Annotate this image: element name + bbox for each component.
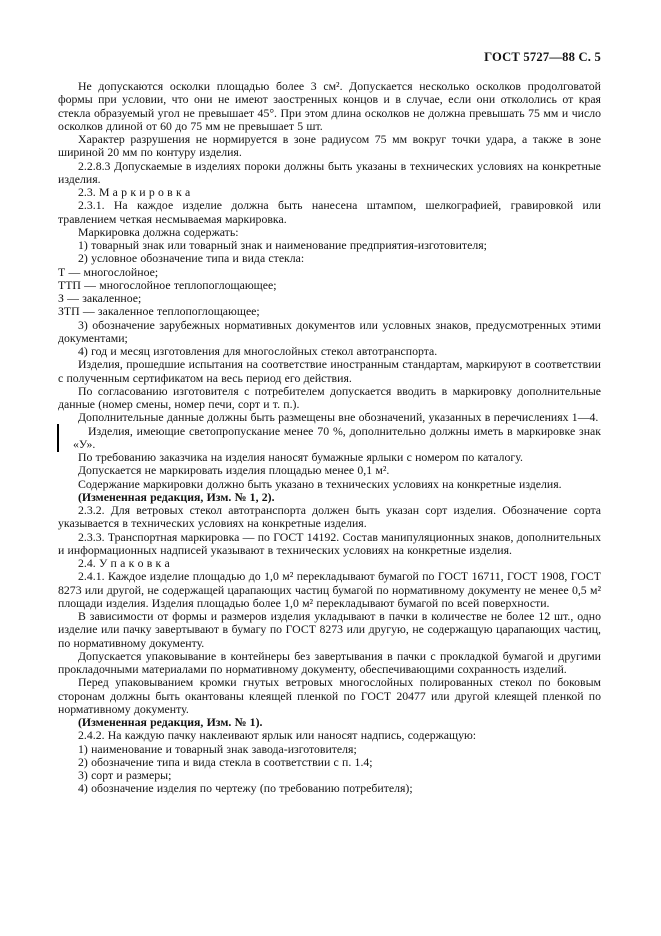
paragraph: 2.3.2. Для ветровых стекол автотранспорта должен быть указан сорт изделия. Обозначение сорта указывается в технических условиях на конкретные изделия.: [58, 503, 601, 531]
revision-note: (Измененная редакция, Изм. № 1, 2).: [78, 489, 275, 504]
paragraph: 2.3.1. На каждое изделие должна быть нанесена штампом, шелкографией, гравировкой или травлением четкая несмываемая маркировка.: [58, 198, 601, 226]
section-heading: 2.4. У п а к о в к а: [78, 556, 170, 570]
section-heading: 2.3. М а р к и р о в к а: [78, 185, 191, 199]
paragraph: 2) условное обозначение типа и вида стекла:: [78, 251, 305, 266]
paragraph: 3) обозначение зарубежных нормативных документов или условных знаков, предусмотренных этими документами;: [58, 317, 601, 345]
paragraph: Содержание маркировки должно быть указано в технических условиях на конкретные изделия.: [78, 476, 562, 491]
paragraph: По требованию заказчика на изделия наносят бумажные ярлыки с номером по каталогу.: [78, 450, 523, 464]
amended-paragraph: Изделия, имеющие светопропускание менее 70 %, дополнительно должны иметь в маркировке знак «У».: [73, 423, 601, 451]
paragraph: З — закаленное;: [58, 291, 142, 305]
paragraph: В зависимости от формы и размеров изделия укладывают в пачки в количестве не более 12 шт., одно изделие или пачку завертывают в бумагу по ГОСТ 8273 или другую, не содержащую царапающих частиц, по нормативному документу.: [58, 609, 601, 650]
paragraph: 1) товарный знак или товарный знак и наименование предприятия-изготовителя;: [78, 238, 487, 252]
document-body: [58, 80, 601, 796]
paragraph: 2.4.2. На каждую пачку наклеивают ярлык или наносят надпись, содержащую:: [78, 728, 477, 743]
paragraph: ТТП — многослойное теплопоглощающее;: [58, 277, 277, 292]
paragraph: Не допускаются осколки площадью более 3 см². Допускается несколько осколков продолговатой формы при условии, что они не имеют заостренных концов и в случае, если они откололись от края стекла образуемый угол не превышает 45°. При этом длина осколков не должна превышать 75 мм и число осколков длиной от 60 до 75 мм не превышает 5 шт.: [58, 79, 601, 133]
paragraph: Характер разрушения не нормируется в зоне радиусом 75 мм вокруг точки удара, а также в зоне шириной 20 мм по контуру изделия.: [58, 132, 601, 160]
paragraph: 2.4.1. Каждое изделие площадью до 1,0 м² перекладывают бумагой по ГОСТ 16711, ГОСТ 1908, ГОСТ 8273 или другой, не содержащей царапающих частиц бумагой по нормативному документу не менее 0,5 м² площади изделия. Изделия площадью более 1,0 м² перекладывают бумагой по всей поверхности.: [58, 569, 601, 610]
paragraph: Дополнительные данные должны быть размещены вне обозначений, указанных в перечислениях 1—4.: [78, 410, 599, 425]
paragraph: 1) наименование и товарный знак завода-изготовителя;: [78, 741, 357, 756]
paragraph: 2.3.3. Транспортная маркировка — по ГОСТ 14192. Состав манипуляционных знаков, дополнительных и информационных надписей указывают в технических условиях на конкретные изделия.: [58, 529, 601, 557]
paragraph: 3) сорт и размеры;: [78, 768, 172, 782]
paragraph: 2) обозначение типа и вида стекла в соответствии с п. 1.4;: [78, 754, 373, 769]
paragraph: ЗТП — закаленное теплопоглощающее;: [58, 304, 260, 319]
paragraph: Допускается не маркировать изделия площадью менее 0,1 м².: [78, 463, 390, 478]
paragraph: 2.2.8.3 Допускаемые в изделиях пороки должны быть указаны в технических условиях на конкретные изделия.: [58, 158, 601, 186]
paragraph: По согласованию изготовителя с потребителем допускается вводить в маркировку дополнительные данные (номер смены, номер печи, сорт и т. п.).: [58, 383, 601, 411]
paragraph: Т — многослойное;: [58, 264, 159, 279]
paragraph: Перед упаковыванием кромки гнутых ветровых многослойных полированных стекол по боковым сторонам должны быть окантованы клеящей пленкой по ГОСТ 20477 или другой клеящей пленкой по нормативному документу.: [58, 675, 601, 716]
revision-note: (Измененная редакция, Изм. № 1).: [78, 715, 263, 729]
paragraph: 4) обозначение изделия по чертежу (по требованию потребителя);: [78, 781, 413, 796]
paragraph: Изделия, прошедшие испытания на соответствие иностранным стандартам, маркируют в соответствии с полученным сертификатом на весь период его действия.: [58, 357, 601, 385]
paragraph: 4) год и месяц изготовления для многослойных стекол автотранспорта.: [78, 344, 438, 358]
page-header-running-title: ГОСТ 5727—88 С. 5: [484, 50, 601, 64]
paragraph: Допускается упаковывание в контейнеры без завертывания в пачки с прокладкой бумагой и другими прокладочными материалами по нормативному документу, обеспечивающими сохранность изделий.: [58, 648, 601, 676]
paragraph: Маркировка должна содержать:: [78, 224, 239, 239]
